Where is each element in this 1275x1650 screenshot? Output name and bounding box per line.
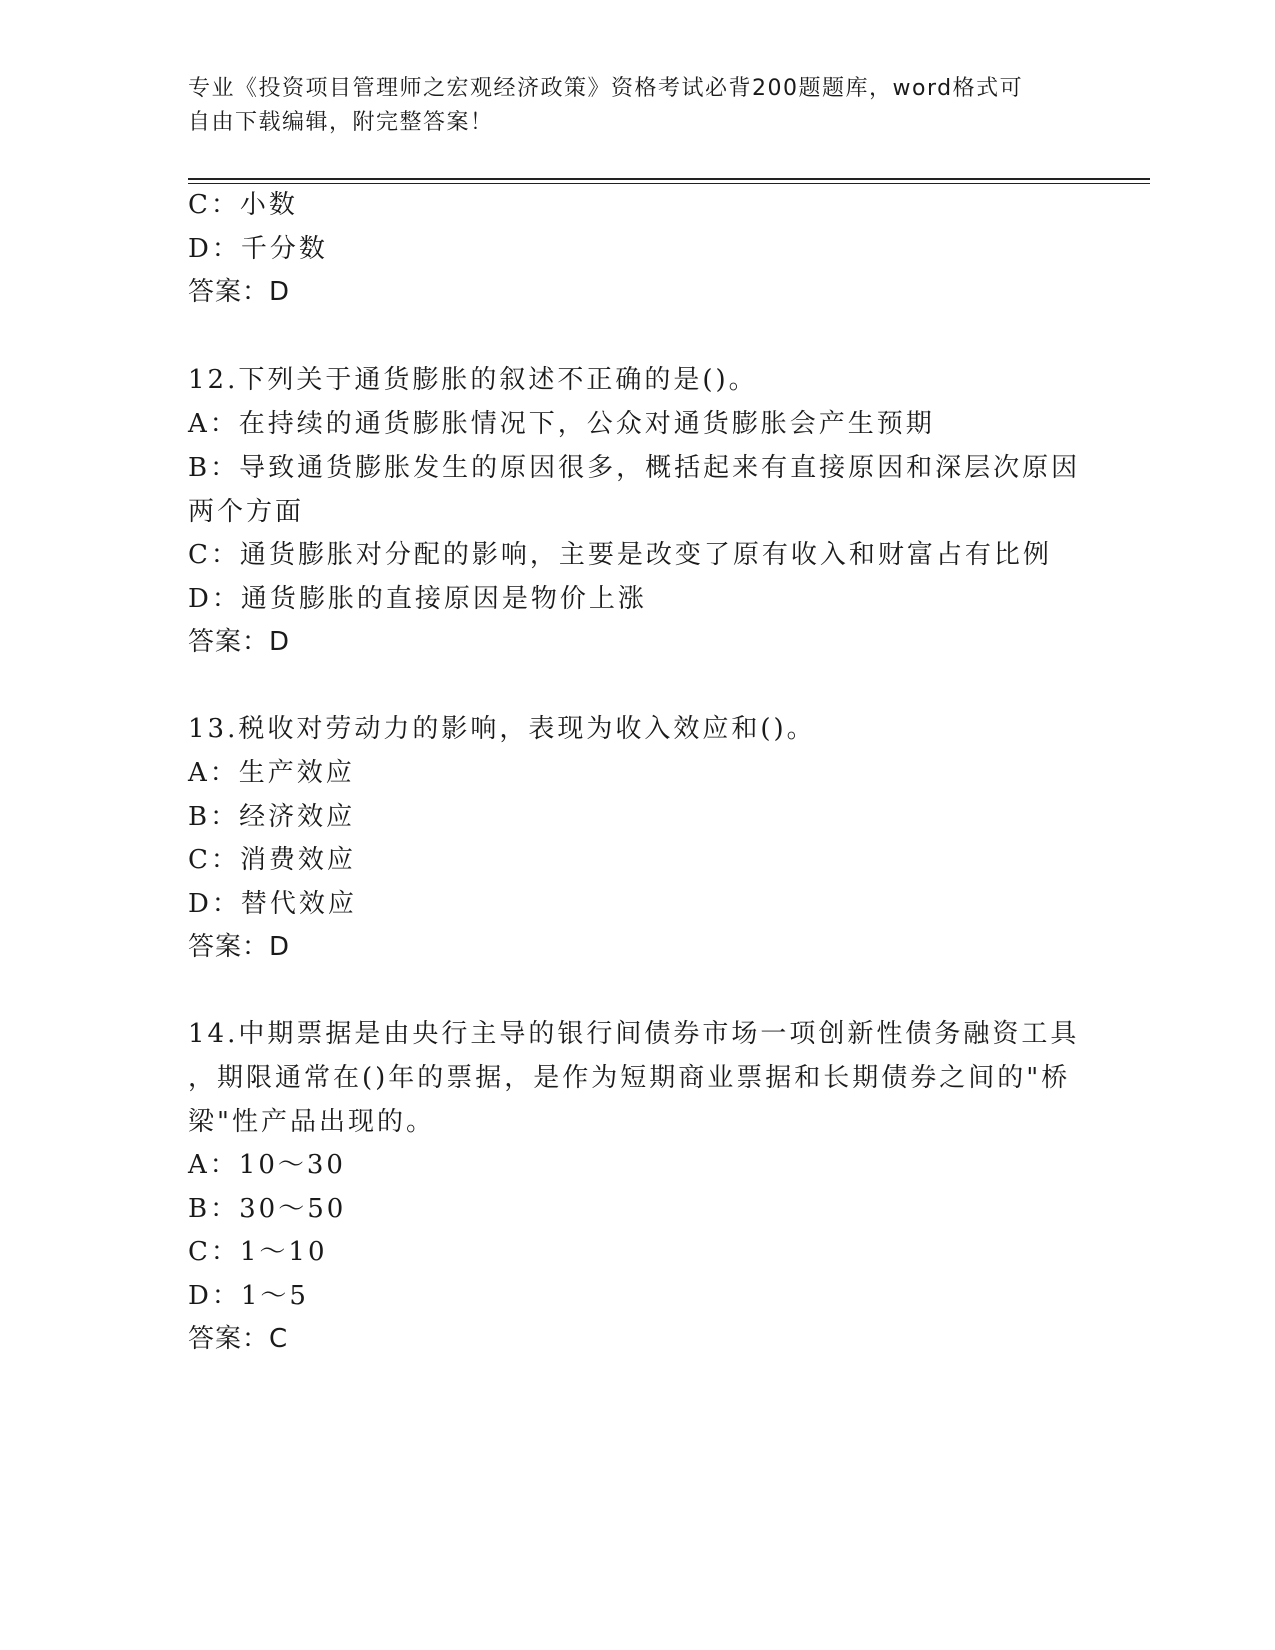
q14-option-b: B：30～50 (188, 1194, 347, 1224)
header-line-1: 专业《投资项目管理师之宏观经济政策》资格考试必背200题题库，word格式可 (188, 76, 1024, 101)
q12-option-a: A：在持续的通货膨胀情况下，公众对通货膨胀会产生预期 (188, 409, 935, 439)
q13-stem: 13.税收对劳动力的影响，表现为收入效应和()。 (188, 714, 816, 744)
q13-answer: 答案：D (188, 932, 291, 962)
q14-option-a: A：10～30 (188, 1150, 346, 1180)
prev-option-c: C：小数 (188, 190, 298, 220)
q12-option-b-line1: B：导致通货膨胀发生的原因很多，概括起来有直接原因和深层次原因 (188, 453, 1081, 483)
q14-stem-line3: 梁"性产品出现的。 (188, 1107, 435, 1137)
q12-answer: 答案：D (188, 627, 291, 657)
q12-option-b-line2: 两个方面 (188, 497, 305, 527)
header-divider-thin (188, 183, 1150, 184)
q14-stem-line1: 14.中期票据是由央行主导的银行间债券市场一项创新性债务融资工具 (188, 1019, 1080, 1049)
q13-option-c: C：消费效应 (188, 845, 356, 875)
q12-stem: 12.下列关于通货膨胀的叙述不正确的是()。 (188, 365, 758, 395)
prev-answer: 答案：D (188, 277, 291, 307)
prev-option-d: D：千分数 (188, 234, 328, 264)
header-line-2: 自由下载编辑，附完整答案！ (188, 110, 494, 135)
q13-option-d: D：替代效应 (188, 889, 357, 919)
q12-option-c: C：通货膨胀对分配的影响，主要是改变了原有收入和财富占有比例 (188, 540, 1052, 570)
q13-option-b: B：经济效应 (188, 802, 356, 832)
header-divider-thick (188, 178, 1150, 180)
document-header (188, 72, 1088, 140)
q14-option-c: C：1～10 (188, 1237, 328, 1267)
q14-stem-line2: ，期限通常在()年的票据，是作为短期商业票据和长期债券之间的"桥 (188, 1063, 1071, 1093)
q12-option-d: D：通货膨胀的直接原因是物价上涨 (188, 584, 647, 614)
q14-answer: 答案：C (188, 1324, 289, 1354)
q13-option-a: A：生产效应 (188, 758, 355, 788)
q14-option-d: D：1～5 (188, 1281, 309, 1311)
